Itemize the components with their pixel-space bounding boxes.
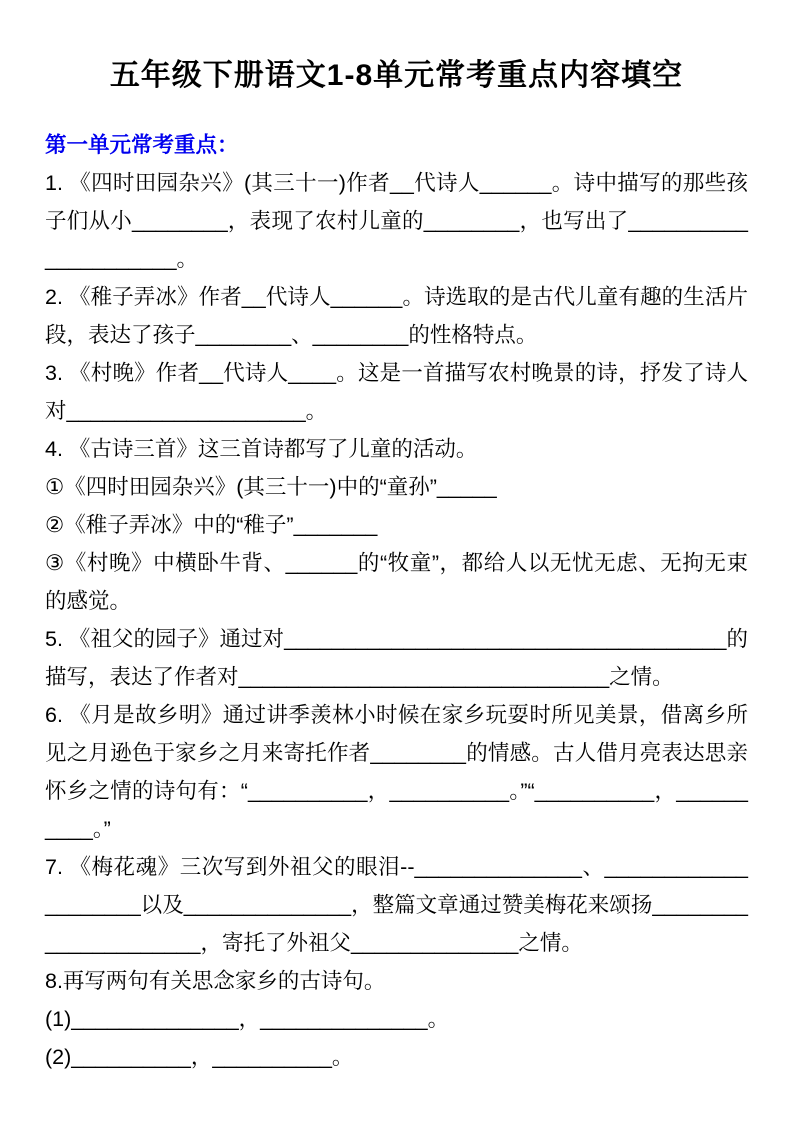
question-4-item-1: ①《四时田园杂兴》(其三十一)中的“童孙”_____ [45,475,497,499]
question-2: 2. 《稚子弄冰》作者__代诗人______。诗选取的是古代儿童有趣的生活片段，表达了孩子________、________的性格特点。 [45,285,748,347]
question-4-item-2: ②《稚子弄冰》中的“稚子”_______ [45,513,378,537]
question-3: 3. 《村晚》作者__代诗人____。这是一首描写农村晚景的诗，抒发了诗人对____________________。 [45,361,748,423]
page-title: 五年级下册语文1-8单元常考重点内容填空 [109,59,684,92]
question-8-line-1: (1)______________，______________。 [45,1007,450,1031]
question-6: 6. 《月是故乡明》通过讲季羡林小时候在家乡玩耍时所见美景，借离乡所见之月逊色于家乡之月来寄托作者________的情感。古人借月亮表达思亲怀乡之情的诗句有：“__________，__________。”“__________，__________。” [45,703,748,841]
question-4: 4. 《古诗三首》这三首诗都写了儿童的活动。 [45,437,478,461]
question-8-line-2: (2)__________，__________。 [45,1045,354,1069]
question-7: 7. 《梅花魂》三次写到外祖父的眼泪--______________、____________________以及______________，整篇文章通过赞美梅花来颂扬_____________________，寄托了外祖父______________之情。 [45,855,748,955]
question-8: 8.再写两句有关思念家乡的古诗句。 [45,969,386,993]
question-4-item-3: ③《村晚》中横卧牛背、______的“牧童”，都给人以无忧无虑、无拘无束的感觉。 [45,551,748,613]
section-heading-unit-1: 第一单元常考重点： [45,133,239,157]
question-5: 5. 《祖父的园子》通过对_____________________________________的描写，表达了作者对_______________________________之情。 [45,627,748,689]
question-1: 1. 《四时田园杂兴》(其三十一)作者__代诗人______。诗中描写的那些孩子们从小________，表现了农村儿童的________，也写出了_____________________。 [45,171,748,271]
